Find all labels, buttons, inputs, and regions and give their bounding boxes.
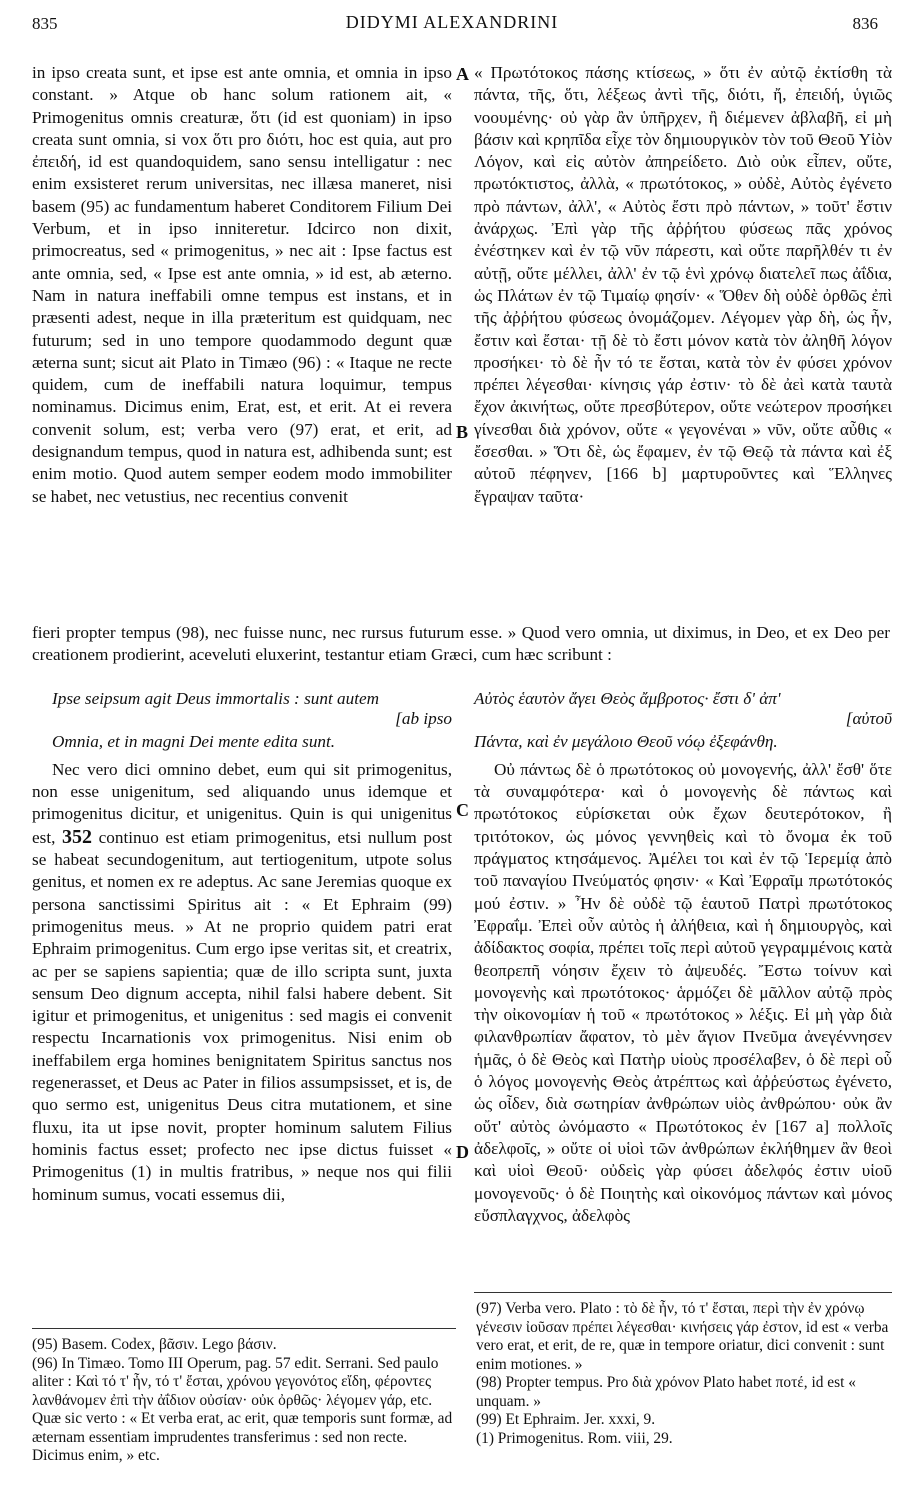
greek-verse-line-2: Πάντα, καὶ ἐν μεγάλοιο Θεοῦ νόῳ ἐξεφάνθη. (474, 731, 778, 751)
footnote: (97) Verba vero. Plato : τὸ δὲ ἦν, τό τ' ἔσται, περὶ τὴν ἐν χρόνῳ γένεσιν ἰοῦσαν πρέπει λέγεσθαι· κινήσεις γάρ ἐστον, id est « verba vero erat, et erit, de re, quæ in tempore oriatur, dici convenit : sunt enim motiones. » (476, 1300, 889, 1373)
latin-paragraph: in ipso creata sunt, et ipse est ante omnia, et omnia in ipso constant. » Atque ob hanc solum rationem ait, « Primogenitus omnis creaturæ, ὅτι (id est quoniam) in ipso creata sunt omnia, si vox ὅτι pro διότι, hoc est quia, aut pro ἐπειδή, id est quandoquidem, sano sensu intelligatur : nec enim exsisteret rerum universitas, nec illæsa maneret, nisi basem (95) ac fundamentum haberet Conditorem Filium Dei Verbum, et in ipso inniteretur. Idcirco non dixit, primocreatus, sed « primogenitus, » nec ait : Ipse factus est ante omnia, sed, « Ipse est ante omnia, » id est, ab æterno. Nam in natura ineffabili omne tempus est instans, et in præsenti adest, neque in illa præteritum est quidquam, nec futurum; sed in uno tempore quodammodo degunt quæ æterna sunt; sicut ait Plato in Timæo (96) : « Itaque ne recte quidem, cum de ineffabili natura loquimur, tempus nominamus. Dicimus enim, Erat, est, et erit. At ei revera convenit solum, est; verba vero (97) erat, et erit, ad designandum tempus, quod in natura est, adhibenda sunt; est enim motio. Quod autem semper eodem modo immobiliter se habet, nec vetustius, nec recentius convenit (32, 63, 452, 506)
footnote: (95) Basem. Codex, βᾶσιν. Lego βάσιν. (32, 1336, 277, 1353)
latin-column-top (32, 62, 452, 508)
running-title: DIDYMI ALEXANDRINI (345, 12, 559, 32)
latin-verse-line-1: Ipse seipsum agit Deus immortalis : sunt autem (52, 689, 380, 708)
footnote-divider-right (474, 1292, 892, 1293)
greek-column-bottom (474, 688, 892, 1227)
footnote: (1) Primogenitus. Rom. viii, 29. (476, 1429, 673, 1447)
section-marker-b: B (456, 422, 469, 442)
greek-paragraph: « Πρωτότοκος πάσης κτίσεως, » ὅτι ἐν αὐτῷ ἐκτίσθη τὰ πάντα, τῆς, ὅτι, λέξεως ἀντὶ τῆς, διότι, ἤ, ἐπειδή, ὑγιῶς νοουμένης· οὐ γὰρ ἂν ὑπῆρχεν, ἢ διέμενεν ἀβλαβῆ, εἰ μὴ βάσιν καὶ κρηπῖδα εἶχε τὸν δημιουργικὸν τὸν τοῦ Θεοῦ Υἱὸν Λόγον, καὶ εἰς αὐτὸν ἀπηρείδετο. Διὸ οὐκ εἶπεν, οὔτε, πρωτόκτιστος, ἀλλὰ, « πρωτότοκος, » οὐδὲ, Αὐτὸς ἐγένετο πρὸ πάντων, ἀλλ', « Αὐτὸς ἔστι πρὸ πάντων, » τοῦτ' ἔστιν ἀνάρχως. Ἐπὶ γὰρ τῆς ἀῤῥήτου φύσεως πᾶς χρόνος ἐνέστηκεν καὶ ἐν τῷ νῦν πάρεστι, καὶ οὔτε παρῆλθέν τι ἐν αὐτῇ, οὔτε μέλλει, ἀλλ' ἐν τῷ ἑνὶ χρόνῳ διατελεῖ πως ἀΐδια, ὡς Πλάτων ἐν τῷ Τιμαίῳ φησίν· « Ὅθεν δὴ οὐδὲ ὀρθῶς ἐπὶ τῆς ἀῤῥήτου φύσεως ὀνομάζομεν. Λέγομεν γὰρ δὴ, ὡς ἦν, ἔστιν καὶ ἔσται· τῇ δὲ τὸ ἔστι μόνον κατὰ τὸν ἀληθῆ λόγον προσήκει· τὸ δὲ ἦν τό τε ἔσται, κατὰ τὸν ἐν φύσει χρόνον πρέπει λέγεσθαι· κίνησις γάρ ἐστιν· τὸ δὲ ἀεὶ κατὰ ταυτὰ ἔχον ἀκινήτως, οὔτε πρεσβύτερον, οὔτε νεώτερον προσήκει γίνεσθαι διὰ χρόνον, οὔτε « γεγονέναι » νῦν, οὔτε αὖθις « ἔσεσθαι. » Ὅτι δὲ, ὡς ἔφαμεν, ἐν τῷ Θεῷ τὰ πάντα καὶ ἐξ αὐτοῦ πέφηνεν, [166 b] μαρτυροῦντες καὶ Ἕλληνες ἔγραψαν ταῦτα· (474, 63, 892, 506)
greek-verse-line-1: Αὐτὸς ἑαυτὸν ἄγει Θεὸς ἄμβροτος· ἔστι δ' ἀπ' (474, 689, 781, 708)
footnote: (99) Et Ephraim. Jer. xxxi, 9. (476, 1411, 656, 1428)
page-number-right: 836 (852, 14, 878, 33)
latin-verse-continuation: [ab ipso (395, 709, 452, 729)
greek-column-top (474, 62, 892, 508)
page-header (0, 6, 904, 36)
footnotes-right (476, 1300, 891, 1448)
section-marker-c: C (456, 800, 469, 820)
footnote: (96) In Timæo. Tomo III Operum, pag. 57 edit. Serrani. Sed paulo aliter : Καὶ τό τ' ἦν, τό τ' ἔσται, χρόνου γεγονότος εἴδη, φέροντες λανθάνομεν ἐπὶ τὴν ἀΐδιον οὐσίαν· οὐκ ὀρθῶς· λέγομεν γάρ, etc. Quæ sic verto : « Et verba erat, ac erit, quæ temporis sunt formæ, ad æternam essentiam imprudentes transferimus : sed non recte. Dicimus enim, » etc. (32, 1354, 453, 1464)
latin-verse-line-2: Omnia, et in magni Dei mente edita sunt. (52, 731, 336, 751)
page-number-left: 835 (32, 14, 58, 33)
section-marker-d: D (456, 1142, 469, 1162)
section-marker-a: A (456, 64, 469, 84)
greek-verse-continuation: [αὐτοῦ (845, 709, 892, 729)
footnote: (98) Propter tempus. Pro διὰ χρόνον Plato habet ποτέ, id est « unquam. » (476, 1374, 856, 1410)
latin-column-bottom (32, 688, 452, 1206)
latin-paragraph-bottom: Nec vero dici omnino debet, eum qui sit primogenitus, non esse unigenitum, sed aliquando unus idemque et primogenitus dicitur, et unigenitus. Quin is qui unigenitus est, 352 continuo est etiam primogenitus, etsi nullum post se habeat secundogenitum, aut tertiogenitum, utpote solus genitus, et nomen ex re adeptus. Ac sane Jeremias quoque ex persona sanctissimi Spiritus ait : « Et Ephraim (99) primogenitus meus. » At ne proprio quidem patri erat Ephraim primogenitus. Cum ergo ipse veritas sit, et creatrix, ac per se sapiens sapientia; quæ de illo scripta sunt, juxta sensum Deo dignum accepta, nihil falsi habere debent. Sit igitur et primogenitus, et unigenitus : sed magis ei convenit respectu Incarnationis vox primogenitus. Nisi enim ob ineffabilem erga homines benignitatem Spiritus sanctus nos regenerasset, et Deus ac Pater in filios assumpsisset, et is, de quo sermo est, unigenitus Deus citra mutationem, et sine fluxu, ita ut ipse novit, propter hominum salutem Filius hominis factus esset; profecto nec ipse dictus fuisset « Primogenitus (1) in multis fratribus, » neque nos qui filii hominum sumus, vocati essemus dii, (32, 759, 453, 1204)
greek-paragraph-bottom: Οὐ πάντως δὲ ὁ πρωτότοκος οὐ μονογενής, ἀλλ' ἔσθ' ὅτε τὰ συναμφότερα· καὶ ὁ μονογενὴς δὲ πάντως καὶ πρωτότοκος εὑρίσκεται οὐκ ἔχων δευτερότοκον, ἢ τριτότοκον, ὡς μόνος γεννηθεὶς καὶ τὸ ὄνομα ἐκ τοῦ πράγματος κτησάμενος. Ἀμέλει τοι καὶ ἐν τῷ Ἱερεμίᾳ ἀπὸ τοῦ παναγίου Πνεύματός φησιν· « Καὶ Ἐφραῖμ πρωτότοκός μού ἐστιν. » Ἦν δὲ οὐδὲ τῷ ἑαυτοῦ Πατρὶ πρωτότοκος Ἐφραΐμ. Ἐπεὶ οὖν αὐτὸς ἡ ἀλήθεια, καὶ ἡ δημιουργὸς, καὶ ἀδίδακτος σοφία, πρέπει τοῖς περὶ αὐτοῦ γεγραμμένοις κατὰ θεοπρεπῆ νόησιν ἔχειν τὸ ἀψευδές. Ἔστω τοίνυν καὶ μονογενὴς καὶ πρωτότοκος· ἁρμόζει δὲ μᾶλλον αὐτῷ πρὸς τὴν οἰκονομίαν ἡ τοῦ « πρωτότοκος » λέξις. Εἰ μὴ γὰρ διὰ φιλανθρωπίαν ἄφατον, τὸ μὲν ἅγιον Πνεῦμα ἀνεγέννησεν ἡμᾶς, ὁ δὲ Θεὸς καὶ Πατὴρ υἱοὺς προσέλαβεν, ὁ δὲ περὶ οὗ ὁ λόγος μονογενὴς Θεὸς ἀτρέπτως καὶ ἀῤῥεύστως ἐγένετο, ὡς οἶδεν, διὰ σωτηρίαν ἀνθρώπων υἱὸς ἀνθρώπου· οὐκ ἂν οὔτ' αὐτὸς ὠνόμαστο « Πρωτότοκος ἐν [167 a] πολλοῖς ἀδελφοῖς, » οὔτε οἱ υἱοὶ τῶν ἀνθρώπων ἐκλήθημεν ἂν θεοὶ καὶ υἱοὶ Θεοῦ· οὐδεὶς γὰρ φύσει ἀδελφός ἐστιν υἱοῦ μονογενοῦς· ὁ δὲ Ποιητὴς καὶ οἰκονόμος πάντων καὶ μόνος εὔσπλαγχνος, ἀδελφὸς (474, 759, 892, 1225)
full-width-paragraph: fieri propter tempus (98), nec fuisse nunc, nec rursus futurum esse. » Quod vero omnia, ut diximus, in Deo, et ex Deo per creationem prodierint, aceveluti eluxerint, testantur etiam Græci, cum hæc scribunt : (32, 623, 890, 665)
footnotes-left (32, 1336, 457, 1466)
column-number: 352 (62, 825, 93, 848)
footnote-divider-left (32, 1328, 456, 1329)
